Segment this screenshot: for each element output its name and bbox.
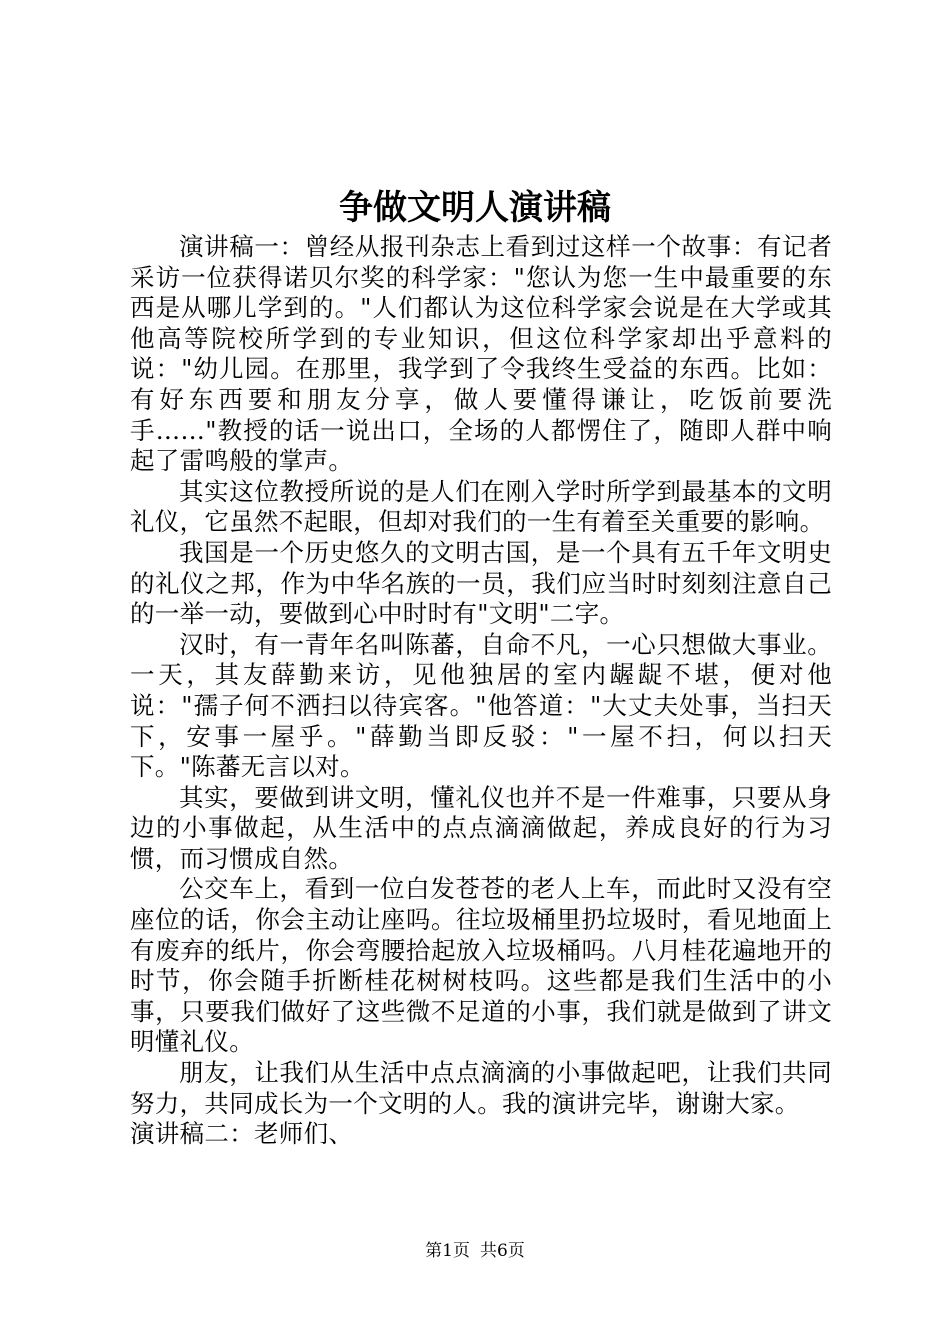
paragraph-6: 公交车上，看到一位白发苍苍的老人上车，而此时又没有空座位的话，你会主动让座吗。往垃圾桶里扔垃圾时，看见地面上有废弃的纸片，你会弯腰拾起放入垃圾桶吗。八月桂花遍地开的时节，你会随手折断桂花树树枝吗。这些都是我们生活中的小事，只要我们做好了这些微不足道的小事，我们就是做到了讲文明懂礼仪。 xyxy=(130,874,832,1057)
paragraph-1: 演讲稿一：曾经从报刊杂志上看到过这样一个故事：有记者采访一位获得诺贝尔奖的科学家："您认为您一生中最重要的东西是从哪儿学到的。"人们都认为这位科学家会说是在大学或其他高等院校所学到的专业知识，但这位科学家却出乎意料的说："幼儿园。在那里，我学到了令我终生受益的东西。比如：有好东西要和朋友分享，做人要懂得谦让，吃饭前要洗手……"教授的话一说出口，全场的人都愣住了，随即人群中响起了雷鸣般的掌声。 xyxy=(130,232,832,476)
paragraph-3: 我国是一个历史悠久的文明古国，是一个具有五千年文明史的礼仪之邦，作为中华名族的一员，我们应当时时刻刻注意自己的一举一动，要做到心中时时有"文明"二字。 xyxy=(130,537,832,629)
paragraph-4: 汉时，有一青年名叫陈蕃，自命不凡，一心只想做大事业。一天，其友薛勤来访，见他独居的室内龌龊不堪，便对他说："孺子何不洒扫以待宾客。"他答道："大丈夫处事，当扫天下，安事一屋乎。"薛勤当即反驳："一屋不扫，何以扫天下。"陈蕃无言以对。 xyxy=(130,629,832,782)
closing-line: 演讲稿二：老师们、 xyxy=(130,1119,354,1149)
document-title: 争做文明人演讲稿 xyxy=(339,188,611,228)
paragraph-2: 其实这位教授所说的是人们在刚入学时所学到最基本的文明礼仪，它虽然不起眼，但却对我们的一生有着至关重要的影响。 xyxy=(130,476,832,537)
paragraph-5: 其实，要做到讲文明，懂礼仪也并不是一件难事，只要从身边的小事做起，从生活中的点点滴滴做起，养成良好的行为习惯，而习惯成自然。 xyxy=(130,782,832,873)
page-number: 第1页 xyxy=(425,1241,470,1261)
page-footer xyxy=(0,1240,950,1262)
page-total: 共6页 xyxy=(480,1241,525,1261)
paragraph-7: 朋友，让我们从生活中点点滴滴的小事做起吧，让我们共同努力，共同成长为一个文明的人。我的演讲完毕，谢谢大家。 xyxy=(130,1058,832,1118)
document-body xyxy=(130,232,832,1150)
